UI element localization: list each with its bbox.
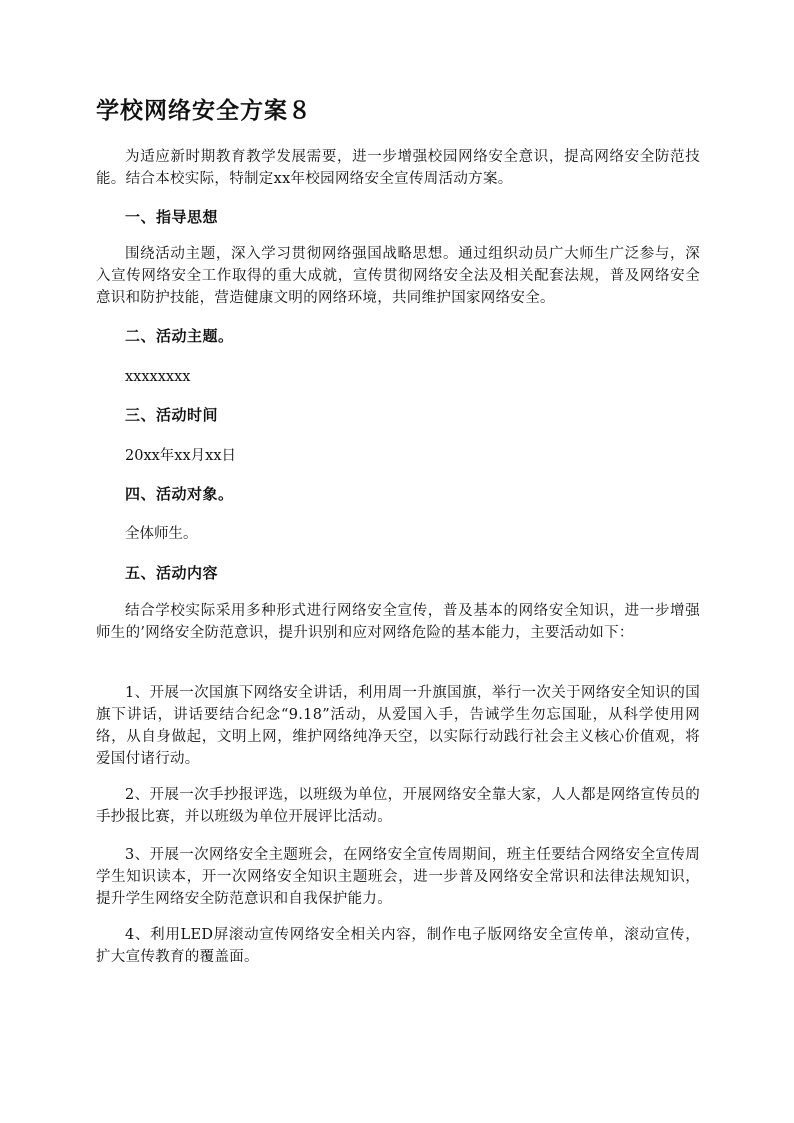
section-heading-activity-time: 三、活动时间 [125, 406, 219, 424]
section-body-activity-theme: xxxxxxxx [125, 369, 191, 385]
section-body-guiding-ideology: 围绕活动主题，深入学习贯彻网络强国战略思想。通过组织动员广大师生广泛参与，深入宣传网络安全工作取得的重大成就，宣传贯彻网络安全法及相关配套法规，普及网络安全意识和防护技能，营造健康文明的网络环境，共同维护国家网络安全。 [96, 246, 700, 306]
section-body-activity-target: 全体师生。 [125, 526, 198, 542]
section-heading-activity-content: 五、活动内容 [125, 564, 219, 582]
section-body-activity-content: 结合学校实际采用多种形式进行网络安全宣传，普及基本的网络安全知识，进一步增强师生的’网络安全防范意识，提升识别和应对网络危险的基本能力，主要活动如下： [96, 603, 700, 641]
activity-item-3: 3、开展一次网络安全主题班会，在网络安全宣传周期间，班主任要结合网络安全宣传周学生知识读本，开一次网络安全知识主题班会，进一步普及网络安全常识和法律法规知识，提升学生网络安全防范意识和自我保护能力。 [96, 847, 700, 907]
activity-item-4: 4、利用LED屏滚动宣传网络安全相关内容，制作电子版网络安全宣传单，滚动宣传，扩大宣传教育的覆盖面。 [96, 927, 700, 965]
activity-item-1: 1、开展一次国旗下网络安全讲话，利用周一升旗国旗，举行一次关于网络安全知识的国旗下讲话，讲话要结合纪念“9.18”活动，从爱国入手，告诫学生勿忘国耻，从科学使用网络，从自身做起，文明上网，维护网络纯净天空，以实际行动践行社会主义核心价值观，将爱国付诸行动。 [96, 685, 700, 767]
intro-paragraph: 为适应新时期教育教学发展需要，进一步增强校园网络安全意识，提高网络安全防范技能。结合本校实际，特制定xx年校园网络安全宣传周活动方案。 [96, 149, 700, 187]
activity-item-2: 2、开展一次手抄报评选，以班级为单位，开展网络安全靠大家，人人都是网络宣传员的手抄报比赛，并以班级为单位开展评比活动。 [96, 787, 700, 825]
section-heading-activity-theme: 二、活动主题。 [125, 327, 234, 345]
section-heading-activity-target: 四、活动对象。 [125, 485, 234, 503]
section-heading-guiding-ideology: 一、指导思想 [125, 208, 219, 226]
section-body-activity-time: 20xx年xx月xx日 [125, 448, 237, 464]
document-title: 学校网络安全方案８ [96, 97, 312, 124]
